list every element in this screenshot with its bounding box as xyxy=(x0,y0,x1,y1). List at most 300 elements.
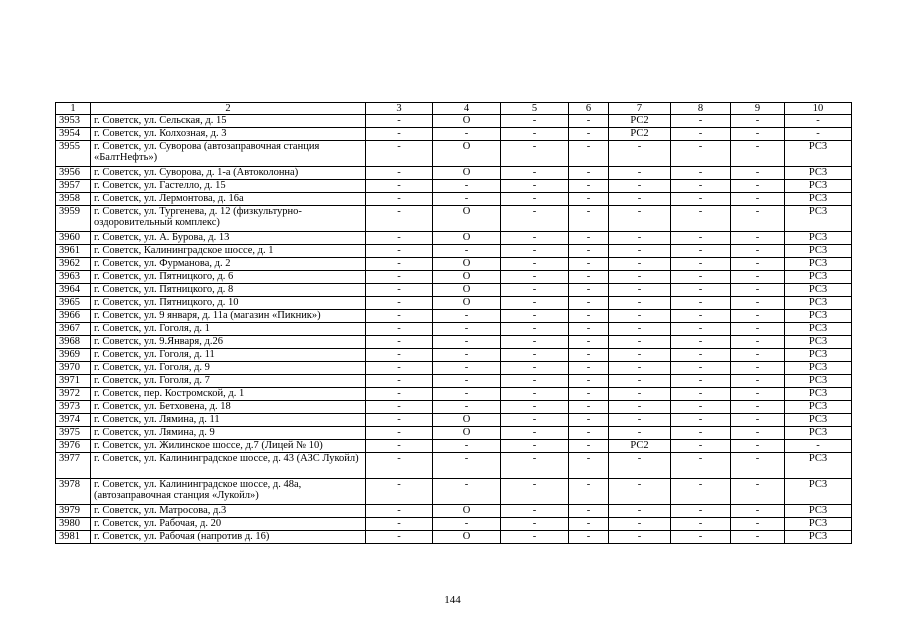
value-cell: - xyxy=(731,206,785,232)
row-number-cell: 3974 xyxy=(56,414,91,427)
value-cell: - xyxy=(366,245,433,258)
value-cell: - xyxy=(671,453,731,479)
value-cell: - xyxy=(366,310,433,323)
row-number-cell: 3957 xyxy=(56,180,91,193)
value-cell: РС3 xyxy=(785,245,852,258)
value-cell: - xyxy=(366,115,433,128)
value-cell: О xyxy=(433,505,501,518)
value-cell: О xyxy=(433,284,501,297)
value-cell: - xyxy=(569,531,609,544)
table-row xyxy=(56,414,852,427)
value-cell: - xyxy=(731,115,785,128)
address-cell: г. Советск, ул. Калининградское шоссе, д. 43 (АЗС Лукойл) xyxy=(91,453,366,479)
value-cell: - xyxy=(671,141,731,167)
row-number-cell: 3958 xyxy=(56,193,91,206)
value-cell: - xyxy=(609,245,671,258)
value-cell: - xyxy=(569,128,609,141)
value-cell: - xyxy=(569,245,609,258)
value-cell: РС3 xyxy=(785,518,852,531)
value-cell: - xyxy=(501,297,569,310)
value-cell: - xyxy=(366,206,433,232)
value-cell: - xyxy=(433,479,501,505)
value-cell: - xyxy=(671,323,731,336)
value-cell: РС3 xyxy=(785,388,852,401)
value-cell: - xyxy=(609,414,671,427)
value-cell: - xyxy=(609,375,671,388)
value-cell: - xyxy=(366,479,433,505)
value-cell: - xyxy=(366,141,433,167)
value-cell: О xyxy=(433,531,501,544)
value-cell: - xyxy=(501,271,569,284)
value-cell: - xyxy=(609,180,671,193)
value-cell: - xyxy=(731,258,785,271)
value-cell: - xyxy=(569,375,609,388)
value-cell: РС2 xyxy=(609,115,671,128)
value-cell: О xyxy=(433,232,501,245)
value-cell: - xyxy=(569,362,609,375)
value-cell: - xyxy=(433,180,501,193)
row-number-cell: 3956 xyxy=(56,167,91,180)
value-cell: - xyxy=(501,323,569,336)
value-cell: - xyxy=(569,141,609,167)
value-cell: - xyxy=(785,440,852,453)
address-cell: г. Советск, ул. Лямина, д. 9 xyxy=(91,427,366,440)
value-cell: - xyxy=(501,427,569,440)
value-cell: - xyxy=(671,336,731,349)
value-cell: - xyxy=(569,284,609,297)
value-cell: - xyxy=(671,479,731,505)
value-cell: - xyxy=(501,440,569,453)
register-table xyxy=(55,102,852,544)
value-cell: РС3 xyxy=(785,297,852,310)
address-cell: г. Советск, ул. Фурманова, д. 2 xyxy=(91,258,366,271)
value-cell: - xyxy=(501,193,569,206)
value-cell: - xyxy=(569,232,609,245)
value-cell: - xyxy=(731,414,785,427)
value-cell: О xyxy=(433,427,501,440)
value-cell: - xyxy=(609,336,671,349)
value-cell: - xyxy=(501,362,569,375)
value-cell: - xyxy=(609,427,671,440)
value-cell: - xyxy=(671,167,731,180)
value-cell: - xyxy=(569,193,609,206)
value-cell: - xyxy=(366,180,433,193)
table-row xyxy=(56,427,852,440)
value-cell: - xyxy=(501,531,569,544)
value-cell: РС3 xyxy=(785,479,852,505)
address-cell: г. Советск, ул. Матросова, д.3 xyxy=(91,505,366,518)
value-cell: - xyxy=(501,115,569,128)
value-cell: - xyxy=(501,375,569,388)
value-cell: - xyxy=(785,115,852,128)
row-number-cell: 3954 xyxy=(56,128,91,141)
address-cell: г. Советск, ул. Гоголя, д. 9 xyxy=(91,362,366,375)
value-cell: РС3 xyxy=(785,401,852,414)
table-row xyxy=(56,258,852,271)
value-cell: - xyxy=(569,206,609,232)
value-cell: - xyxy=(609,297,671,310)
value-cell: РС3 xyxy=(785,141,852,167)
row-number-cell: 3977 xyxy=(56,453,91,479)
value-cell: - xyxy=(671,128,731,141)
value-cell: - xyxy=(569,258,609,271)
value-cell: РС3 xyxy=(785,453,852,479)
value-cell: - xyxy=(609,232,671,245)
value-cell: - xyxy=(501,479,569,505)
value-cell: - xyxy=(609,206,671,232)
value-cell: - xyxy=(609,505,671,518)
value-cell: РС3 xyxy=(785,180,852,193)
value-cell: - xyxy=(433,375,501,388)
value-cell: - xyxy=(671,505,731,518)
value-cell: РС3 xyxy=(785,531,852,544)
address-cell: г. Советск, ул. 9 января, д. 11а (магазин «Пикник») xyxy=(91,310,366,323)
row-number-cell: 3980 xyxy=(56,518,91,531)
value-cell: - xyxy=(366,258,433,271)
row-number-cell: 3969 xyxy=(56,349,91,362)
value-cell: РС3 xyxy=(785,414,852,427)
table-row xyxy=(56,518,852,531)
address-cell: г. Советск, ул. Лермонтова, д. 16а xyxy=(91,193,366,206)
value-cell: - xyxy=(433,388,501,401)
row-number-cell: 3953 xyxy=(56,115,91,128)
row-number-cell: 3968 xyxy=(56,336,91,349)
value-cell: - xyxy=(366,531,433,544)
value-cell: РС3 xyxy=(785,284,852,297)
value-cell: - xyxy=(731,518,785,531)
value-cell: - xyxy=(366,128,433,141)
value-cell: - xyxy=(366,440,433,453)
value-cell: - xyxy=(569,297,609,310)
table-row xyxy=(56,167,852,180)
value-cell: РС3 xyxy=(785,310,852,323)
table-row xyxy=(56,375,852,388)
row-number-cell: 3959 xyxy=(56,206,91,232)
value-cell: - xyxy=(731,427,785,440)
value-cell: - xyxy=(569,271,609,284)
value-cell: - xyxy=(671,388,731,401)
value-cell: - xyxy=(731,180,785,193)
value-cell: - xyxy=(366,193,433,206)
value-cell: - xyxy=(366,323,433,336)
value-cell: - xyxy=(671,414,731,427)
value-cell: - xyxy=(501,167,569,180)
value-cell: - xyxy=(671,232,731,245)
value-cell: - xyxy=(671,427,731,440)
value-cell: - xyxy=(569,388,609,401)
value-cell: РС3 xyxy=(785,206,852,232)
value-cell: - xyxy=(731,505,785,518)
value-cell: - xyxy=(366,388,433,401)
value-cell: РС3 xyxy=(785,258,852,271)
value-cell: - xyxy=(731,232,785,245)
value-cell: - xyxy=(366,284,433,297)
address-cell: г. Советск, ул. Суворова, д. 1-а (Автоколонна) xyxy=(91,167,366,180)
value-cell: - xyxy=(569,505,609,518)
address-cell: г. Советск, ул. Пятницкого, д. 8 xyxy=(91,284,366,297)
value-cell: - xyxy=(731,193,785,206)
value-cell: - xyxy=(501,180,569,193)
value-cell: О xyxy=(433,297,501,310)
table-row xyxy=(56,284,852,297)
value-cell: - xyxy=(433,518,501,531)
row-number-cell: 3973 xyxy=(56,401,91,414)
value-cell: РС3 xyxy=(785,427,852,440)
row-number-cell: 3978 xyxy=(56,479,91,505)
value-cell: - xyxy=(731,362,785,375)
value-cell: О xyxy=(433,141,501,167)
value-cell: - xyxy=(366,401,433,414)
header-cell: 8 xyxy=(671,103,731,115)
table-row xyxy=(56,141,852,167)
value-cell: - xyxy=(433,362,501,375)
table-row xyxy=(56,505,852,518)
header-cell: 7 xyxy=(609,103,671,115)
address-cell: г. Советск, ул. Сельская, д. 15 xyxy=(91,115,366,128)
value-cell: - xyxy=(433,193,501,206)
address-cell: г. Советск, Калининградское шоссе, д. 1 xyxy=(91,245,366,258)
table-row xyxy=(56,310,852,323)
row-number-cell: 3961 xyxy=(56,245,91,258)
value-cell: - xyxy=(731,128,785,141)
value-cell: - xyxy=(671,271,731,284)
value-cell: - xyxy=(731,479,785,505)
value-cell: - xyxy=(366,362,433,375)
value-cell: - xyxy=(609,284,671,297)
value-cell: - xyxy=(609,453,671,479)
value-cell: - xyxy=(433,128,501,141)
header-cell: 4 xyxy=(433,103,501,115)
value-cell: - xyxy=(433,440,501,453)
value-cell: - xyxy=(671,440,731,453)
value-cell: - xyxy=(671,258,731,271)
value-cell: - xyxy=(569,167,609,180)
value-cell: РС3 xyxy=(785,375,852,388)
value-cell: - xyxy=(433,349,501,362)
value-cell: - xyxy=(501,310,569,323)
value-cell: РС3 xyxy=(785,323,852,336)
value-cell: - xyxy=(569,401,609,414)
header-cell: 2 xyxy=(91,103,366,115)
value-cell: - xyxy=(609,258,671,271)
value-cell: - xyxy=(609,271,671,284)
value-cell: - xyxy=(366,505,433,518)
table-row xyxy=(56,206,852,232)
table-row xyxy=(56,453,852,479)
row-number-cell: 3970 xyxy=(56,362,91,375)
value-cell: - xyxy=(785,128,852,141)
value-cell: - xyxy=(671,245,731,258)
value-cell: - xyxy=(671,284,731,297)
value-cell: - xyxy=(501,453,569,479)
table-row xyxy=(56,180,852,193)
value-cell: - xyxy=(433,323,501,336)
value-cell: - xyxy=(731,531,785,544)
value-cell: - xyxy=(569,427,609,440)
row-number-cell: 3955 xyxy=(56,141,91,167)
value-cell: - xyxy=(671,362,731,375)
address-cell: г. Советск, ул. Пятницкого, д. 10 xyxy=(91,297,366,310)
page-number: 144 xyxy=(444,594,461,606)
address-cell: г. Советск, ул. А. Бурова, д. 13 xyxy=(91,232,366,245)
value-cell: - xyxy=(569,336,609,349)
value-cell: РС3 xyxy=(785,505,852,518)
table-row xyxy=(56,128,852,141)
table-row xyxy=(56,245,852,258)
row-number-cell: 3972 xyxy=(56,388,91,401)
table-row xyxy=(56,336,852,349)
row-number-cell: 3963 xyxy=(56,271,91,284)
value-cell: - xyxy=(501,505,569,518)
address-cell: г. Советск, ул. Гастелло, д. 15 xyxy=(91,180,366,193)
value-cell: - xyxy=(609,323,671,336)
value-cell: - xyxy=(433,310,501,323)
value-cell: - xyxy=(366,414,433,427)
row-number-cell: 3962 xyxy=(56,258,91,271)
value-cell: - xyxy=(366,453,433,479)
row-number-cell: 3971 xyxy=(56,375,91,388)
value-cell: - xyxy=(501,245,569,258)
value-cell: - xyxy=(671,297,731,310)
value-cell: - xyxy=(671,193,731,206)
value-cell: - xyxy=(731,310,785,323)
value-cell: РС3 xyxy=(785,167,852,180)
value-cell: - xyxy=(609,479,671,505)
row-number-cell: 3979 xyxy=(56,505,91,518)
value-cell: - xyxy=(731,336,785,349)
header-cell: 5 xyxy=(501,103,569,115)
value-cell: - xyxy=(731,245,785,258)
address-cell: г. Советск, ул. Лямина, д. 11 xyxy=(91,414,366,427)
value-cell: - xyxy=(569,310,609,323)
header-cell: 1 xyxy=(56,103,91,115)
value-cell: - xyxy=(731,141,785,167)
value-cell: - xyxy=(569,323,609,336)
row-number-cell: 3964 xyxy=(56,284,91,297)
value-cell: - xyxy=(609,167,671,180)
value-cell: - xyxy=(569,518,609,531)
address-cell: г. Советск, ул. Жилинское шоссе, д.7 (Лицей № 10) xyxy=(91,440,366,453)
value-cell: - xyxy=(671,115,731,128)
row-number-cell: 3976 xyxy=(56,440,91,453)
value-cell: - xyxy=(501,141,569,167)
value-cell: - xyxy=(671,310,731,323)
value-cell: РС3 xyxy=(785,362,852,375)
value-cell: - xyxy=(609,141,671,167)
value-cell: - xyxy=(671,180,731,193)
value-cell: - xyxy=(366,375,433,388)
value-cell: РС3 xyxy=(785,336,852,349)
value-cell: - xyxy=(501,518,569,531)
value-cell: - xyxy=(366,297,433,310)
value-cell: - xyxy=(609,349,671,362)
value-cell: - xyxy=(501,284,569,297)
row-number-cell: 3965 xyxy=(56,297,91,310)
value-cell: - xyxy=(731,167,785,180)
value-cell: - xyxy=(609,388,671,401)
table-row xyxy=(56,479,852,505)
address-cell: г. Советск, ул. Тургенева, д. 12 (физкультурно-оздоровительный комплекс) xyxy=(91,206,366,232)
table-row xyxy=(56,349,852,362)
value-cell: - xyxy=(609,310,671,323)
table-header-row xyxy=(56,103,852,115)
address-cell: г. Советск, ул. 9.Января, д.26 xyxy=(91,336,366,349)
value-cell: О xyxy=(433,167,501,180)
value-cell: - xyxy=(433,401,501,414)
value-cell: - xyxy=(569,349,609,362)
address-cell: г. Советск, ул. Гоголя, д. 11 xyxy=(91,349,366,362)
value-cell: - xyxy=(731,323,785,336)
value-cell: - xyxy=(569,414,609,427)
value-cell: - xyxy=(569,115,609,128)
value-cell: - xyxy=(731,388,785,401)
value-cell: О xyxy=(433,271,501,284)
value-cell: РС3 xyxy=(785,193,852,206)
row-number-cell: 3966 xyxy=(56,310,91,323)
value-cell: - xyxy=(501,258,569,271)
value-cell: О xyxy=(433,115,501,128)
address-cell: г. Советск, ул. Рабочая, д. 20 xyxy=(91,518,366,531)
table-row xyxy=(56,297,852,310)
value-cell: - xyxy=(609,362,671,375)
value-cell: - xyxy=(366,232,433,245)
value-cell: - xyxy=(731,401,785,414)
value-cell: - xyxy=(433,245,501,258)
value-cell: РС3 xyxy=(785,232,852,245)
value-cell: РС3 xyxy=(785,349,852,362)
address-cell: г. Советск, ул. Гоголя, д. 1 xyxy=(91,323,366,336)
register-table-body xyxy=(56,103,852,544)
value-cell: - xyxy=(433,453,501,479)
value-cell: - xyxy=(501,349,569,362)
value-cell: - xyxy=(731,349,785,362)
table-row xyxy=(56,323,852,336)
value-cell: - xyxy=(366,336,433,349)
value-cell: О xyxy=(433,206,501,232)
value-cell: - xyxy=(609,531,671,544)
value-cell: - xyxy=(501,128,569,141)
value-cell: - xyxy=(366,518,433,531)
value-cell: РС2 xyxy=(609,128,671,141)
header-cell: 9 xyxy=(731,103,785,115)
row-number-cell: 3981 xyxy=(56,531,91,544)
value-cell: - xyxy=(501,388,569,401)
value-cell: - xyxy=(731,297,785,310)
value-cell: - xyxy=(366,427,433,440)
value-cell: - xyxy=(671,375,731,388)
address-cell: г. Советск, ул. Пятницкого, д. 6 xyxy=(91,271,366,284)
value-cell: - xyxy=(366,349,433,362)
value-cell: - xyxy=(731,271,785,284)
table-row xyxy=(56,388,852,401)
value-cell: РС3 xyxy=(785,271,852,284)
table-row xyxy=(56,193,852,206)
value-cell: - xyxy=(671,206,731,232)
value-cell: - xyxy=(501,232,569,245)
address-cell: г. Советск, ул. Суворова (автозаправочная станция «БалтНефть») xyxy=(91,141,366,167)
header-cell: 10 xyxy=(785,103,852,115)
value-cell: - xyxy=(501,206,569,232)
address-cell: г. Советск, ул. Рабочая (напротив д. 16) xyxy=(91,531,366,544)
value-cell: - xyxy=(609,401,671,414)
row-number-cell: 3960 xyxy=(56,232,91,245)
value-cell: - xyxy=(569,440,609,453)
value-cell: - xyxy=(569,180,609,193)
header-cell: 3 xyxy=(366,103,433,115)
table-row xyxy=(56,271,852,284)
value-cell: О xyxy=(433,414,501,427)
header-cell: 6 xyxy=(569,103,609,115)
